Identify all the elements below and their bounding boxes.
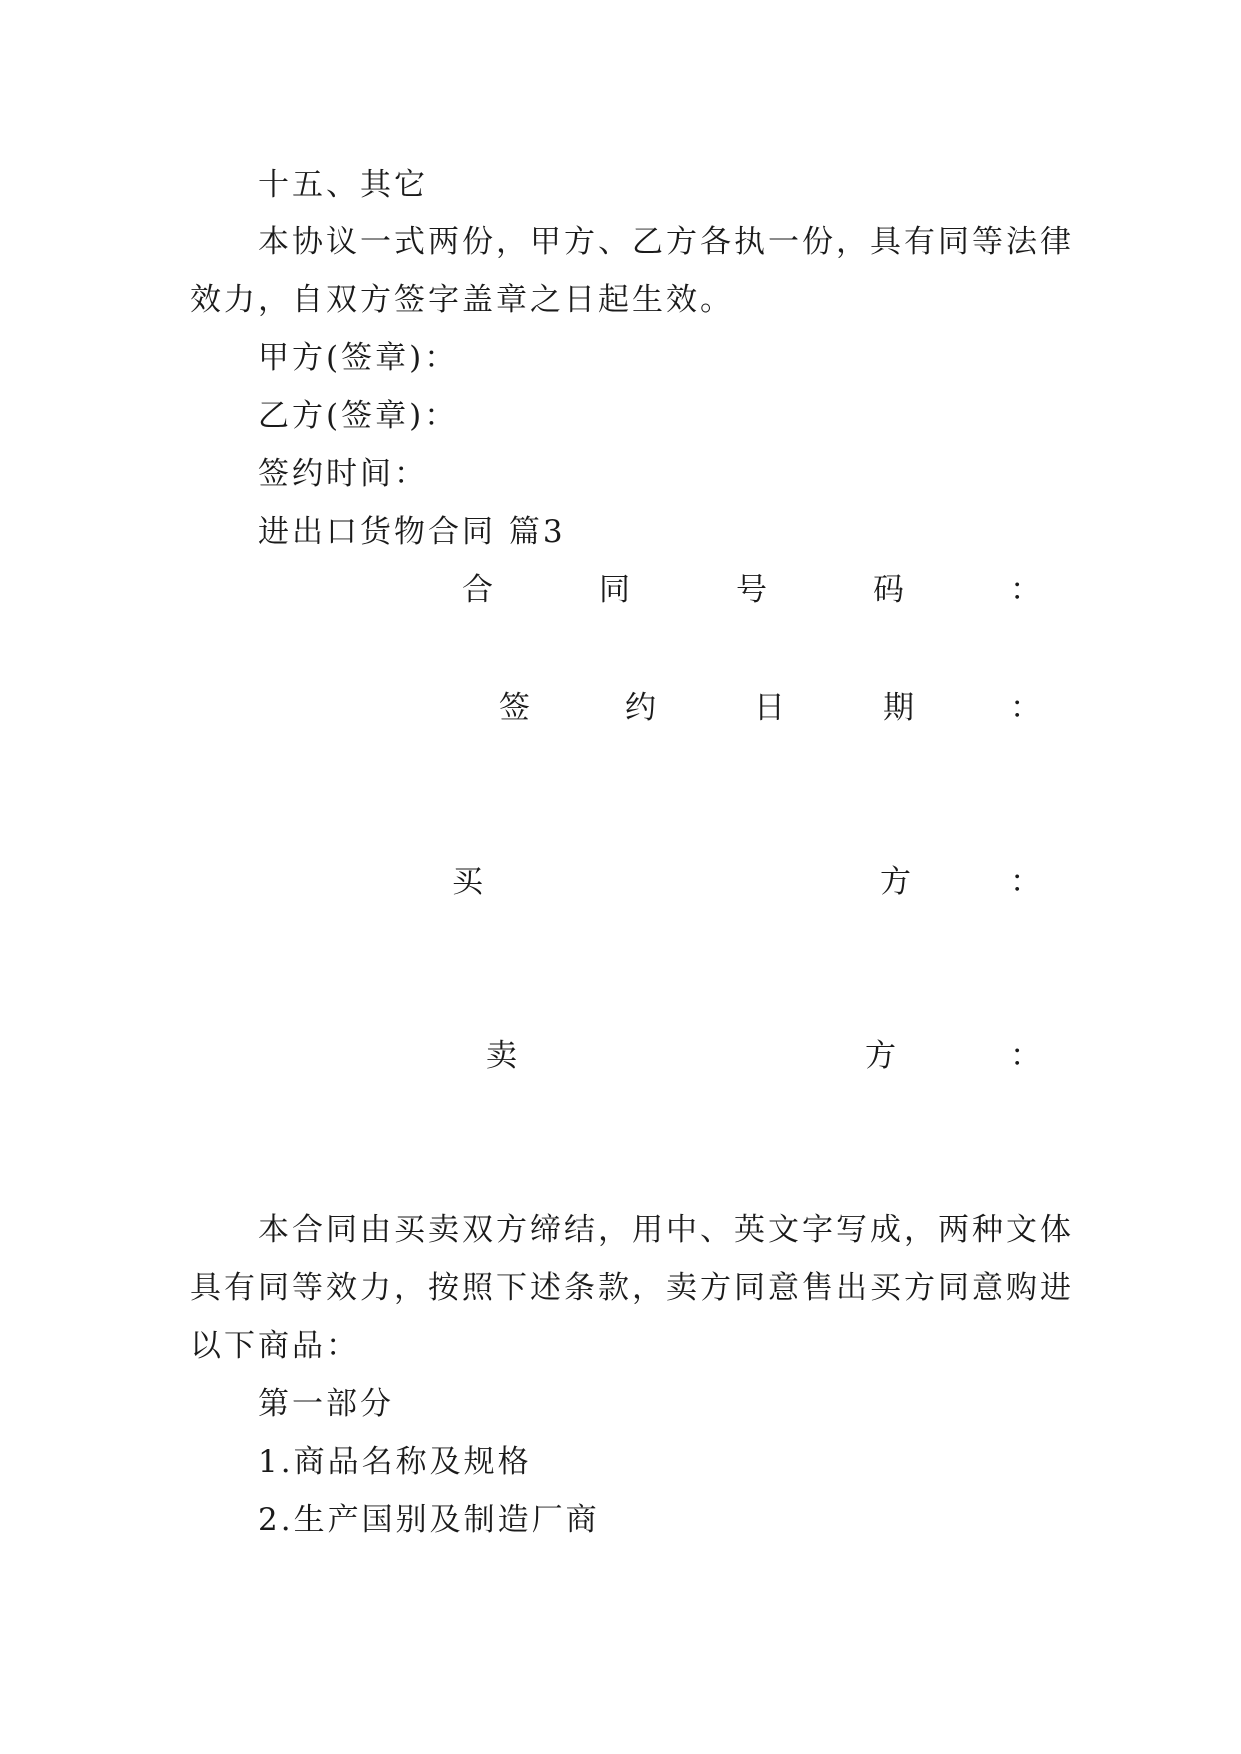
field-char: 方 — [865, 1038, 896, 1074]
field-char: 期 — [883, 690, 914, 726]
field-char: 同 — [599, 572, 630, 608]
field-colon: ： — [1010, 572, 1041, 608]
paragraph-line: 以下商品： — [190, 1328, 360, 1364]
paragraph-line: 本协议一式两份，甲方、乙方各执一份，具有同等法律 — [258, 224, 1074, 260]
party-b-signature: 乙方(签章)： — [258, 398, 459, 434]
field-char: 码 — [873, 572, 904, 608]
field-char: 签 — [499, 690, 530, 726]
party-a-signature: 甲方(签章)： — [258, 340, 459, 376]
field-colon: ： — [1010, 690, 1041, 726]
paragraph-line: 具有同等效力，按照下述条款，卖方同意售出买方同意购进 — [190, 1270, 1074, 1306]
field-char: 买 — [452, 864, 483, 900]
part-heading: 第一部分 — [258, 1386, 394, 1422]
contract-title: 进出口货物合同 篇3 — [258, 514, 566, 550]
field-char: 约 — [625, 690, 656, 726]
field-char: 方 — [880, 864, 911, 900]
paragraph-line: 本合同由买卖双方缔结，用中、英文字写成，两种文体 — [258, 1212, 1074, 1248]
list-item: 1.商品名称及规格 — [258, 1444, 532, 1480]
field-char: 号 — [736, 572, 767, 608]
field-colon: ： — [1010, 864, 1041, 900]
field-char: 卖 — [486, 1038, 517, 1074]
field-colon: ： — [1010, 1038, 1041, 1074]
list-item: 2.生产国别及制造厂商 — [258, 1502, 600, 1538]
field-char: 日 — [754, 690, 785, 726]
paragraph-line: 效力，自双方签字盖章之日起生效。 — [190, 282, 734, 318]
section-heading: 十五、其它 — [258, 167, 428, 203]
signing-time: 签约时间： — [258, 456, 428, 492]
field-char: 合 — [462, 572, 493, 608]
